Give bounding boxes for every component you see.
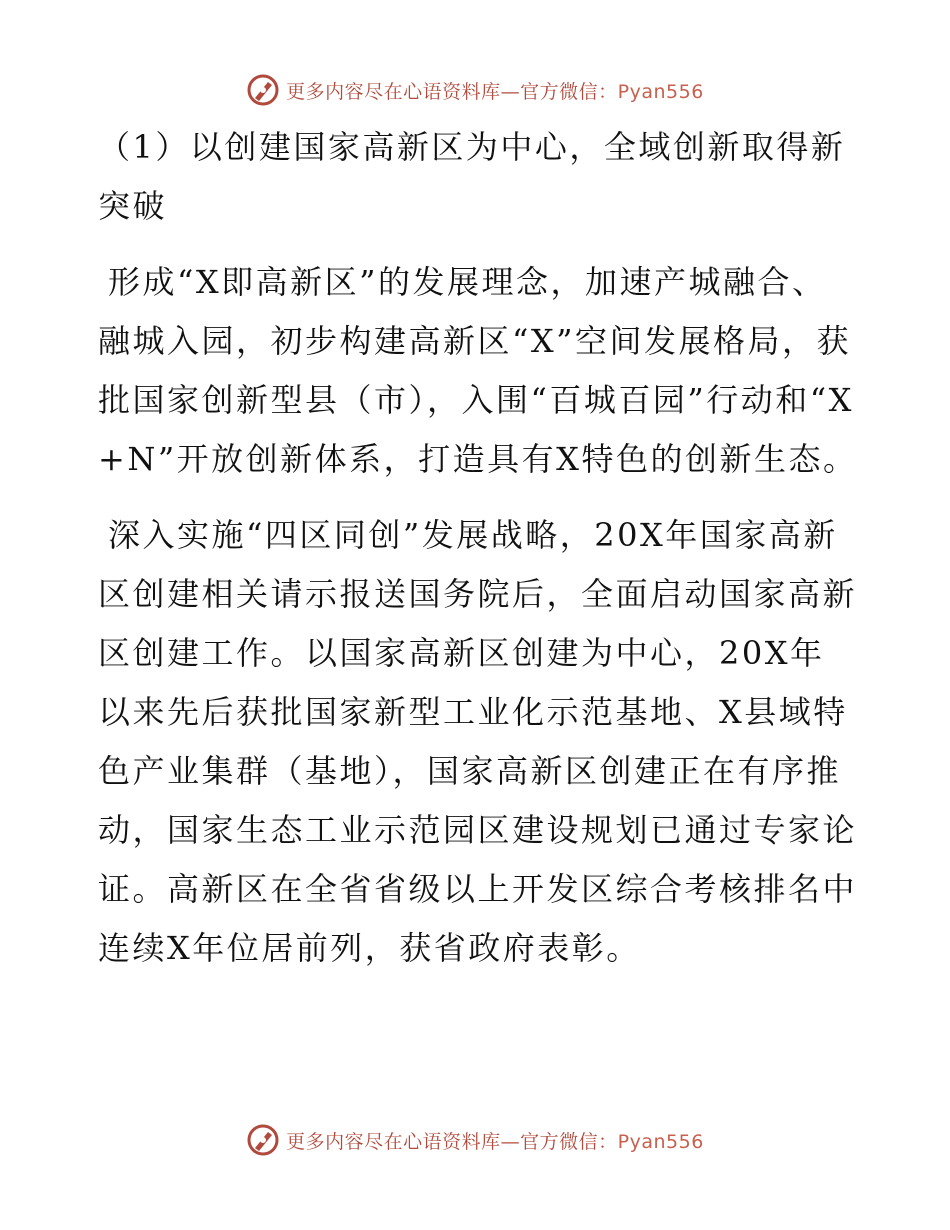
- paragraph-2: 深入实施“四区同创”发展战略，20X年国家高新区创建相关请示报送国务院后，全面启动国家高新区创建工作。以国家高新区创建为中心，20X年以来先后获批国家新型工业化示范基地、X县域特色产业集群（基地），国家高新区创建正在有序推动，国家生态工业示范园区建设规划已通过专家论证。高新区在全省省级以上开发区综合考核排名中连续X年位居前列，获省政府表彰。: [98, 516, 858, 967]
- footer-watermark: [0, 1120, 950, 1160]
- section-heading: （1）以创建国家高新区为中心，全域创新取得新突破: [98, 128, 846, 225]
- paragraph-1: 形成“X即高新区”的发展理念，加速产城融合、融城入园，初步构建高新区“X”空间发展格局，获批国家创新型县（市），入围“百城百园”行动和“X+N”开放创新体系，打造具有X特色的创新生态。: [98, 263, 858, 478]
- watermark-text: 更多内容尽在心语资料库—官方微信：Pyan556: [286, 80, 704, 103]
- pen-logo-icon: [246, 73, 280, 107]
- document-body: [98, 118, 858, 978]
- watermark-text: 更多内容尽在心语资料库—官方微信：Pyan556: [286, 1130, 704, 1153]
- pen-logo-icon: [246, 1123, 280, 1157]
- header-watermark: [0, 70, 950, 110]
